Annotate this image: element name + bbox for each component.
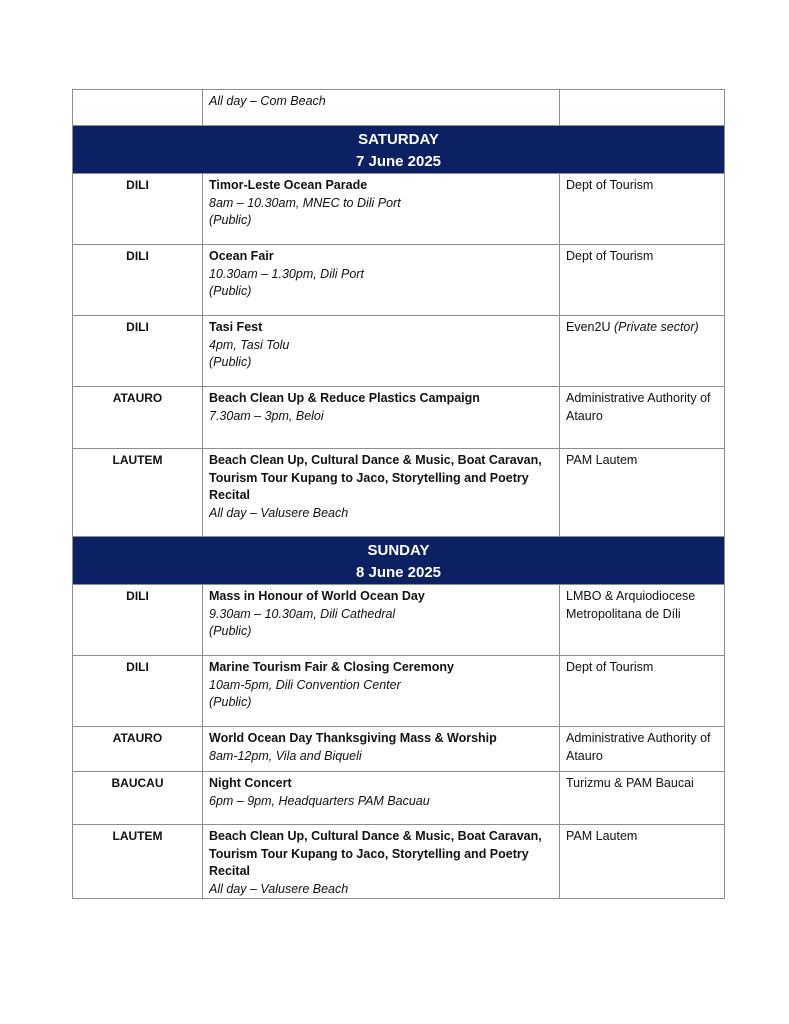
- organizer-cell: [560, 825, 725, 899]
- event-detail: (Public): [209, 355, 252, 369]
- event-detail: All day – Valusere Beach: [209, 881, 349, 896]
- table-row: [73, 174, 725, 245]
- event-cell: [203, 174, 560, 245]
- day-weekday: SATURDAY: [358, 131, 439, 148]
- location-cell: BAUCAU: [73, 772, 203, 825]
- event-detail: (Public): [209, 213, 252, 227]
- event-cell: [203, 245, 560, 316]
- event-title: Ocean Fair: [209, 249, 274, 263]
- organizer-name: PAM Lautem: [566, 453, 638, 467]
- event-cell: [203, 387, 560, 449]
- event-detail: 10.30am – 1.30pm, Dili Port: [209, 266, 364, 281]
- organizer-name: Administrative Authority of Atauro: [566, 391, 711, 423]
- table-row: [73, 656, 725, 727]
- day-date: 7 June 2025: [355, 153, 442, 170]
- organizer-name: Turizmu & PAM Baucai: [566, 776, 694, 790]
- location-cell: LAUTEM: [73, 825, 203, 899]
- event-detail: 7.30am – 3pm, Beloi: [209, 408, 324, 423]
- organizer-cell: [560, 449, 725, 537]
- organizer-name: Dept of Tourism: [566, 249, 654, 263]
- event-title: Marine Tourism Fair & Closing Ceremony: [209, 660, 454, 674]
- event-detail: 8am – 10.30am, MNEC to Dili Port: [209, 195, 401, 210]
- location-cell: DILI: [73, 585, 203, 656]
- event-title: Beach Clean Up & Reduce Plastics Campaign: [209, 391, 480, 405]
- table-row: [73, 727, 725, 772]
- table-row: [73, 449, 725, 537]
- organizer-name: Administrative Authority of Atauro: [566, 731, 711, 763]
- event-schedule-table: [72, 89, 725, 899]
- organizer-cell: [560, 772, 725, 825]
- event-title: Beach Clean Up, Cultural Dance & Music, Boat Caravan, Tourism Tour Kupang to Jaco, Storytelling and Poetry Recital: [209, 453, 542, 502]
- event-cell: [203, 656, 560, 727]
- day-header-row: [73, 126, 725, 174]
- event-title: Mass in Honour of World Ocean Day: [209, 589, 425, 603]
- location-cell: ATAURO: [73, 727, 203, 772]
- location-cell: LAUTEM: [73, 449, 203, 537]
- table-row: [73, 90, 725, 126]
- event-title: Timor-Leste Ocean Parade: [209, 178, 368, 192]
- day-weekday: SUNDAY: [367, 542, 430, 559]
- event-detail: 4pm, Tasi Tolu: [209, 337, 290, 352]
- event-cell: [203, 585, 560, 656]
- event-cell: [203, 825, 560, 899]
- location-cell: DILI: [73, 245, 203, 316]
- event-detail: All day – Valusere Beach: [209, 505, 349, 520]
- event-cell: [203, 90, 560, 126]
- event-title: Beach Clean Up, Cultural Dance & Music, Boat Caravan, Tourism Tour Kupang to Jaco, Storytelling and Poetry Recital: [209, 829, 542, 878]
- table-row: [73, 585, 725, 656]
- event-detail: All day – Com Beach: [209, 94, 326, 108]
- day-header-cell: [73, 126, 725, 174]
- day-header-cell: [73, 537, 725, 585]
- organizer-name: Dept of Tourism: [566, 178, 654, 192]
- event-detail: 10am-5pm, Dili Convention Center: [209, 677, 401, 692]
- event-title: Night Concert: [209, 776, 292, 790]
- event-detail: 6pm – 9pm, Headquarters PAM Bacuau: [209, 793, 430, 808]
- location-cell: DILI: [73, 174, 203, 245]
- location-cell: ATAURO: [73, 387, 203, 449]
- organizer-cell: [560, 727, 725, 772]
- organizer-name: PAM Lautem: [566, 829, 638, 843]
- event-cell: [203, 772, 560, 825]
- table-row: [73, 316, 725, 387]
- event-title: Tasi Fest: [209, 320, 263, 334]
- organizer-name: Even2U: [566, 320, 614, 334]
- event-detail: (Public): [209, 624, 252, 638]
- event-title: World Ocean Day Thanksgiving Mass & Worship: [209, 731, 497, 745]
- organizer-cell: [560, 387, 725, 449]
- organizer-cell: [560, 245, 725, 316]
- location-cell: [73, 90, 203, 126]
- organizer-name: Dept of Tourism: [566, 660, 654, 674]
- schedule-body: [73, 90, 725, 899]
- event-cell: [203, 449, 560, 537]
- organizer-cell: [560, 90, 725, 126]
- table-row: [73, 387, 725, 449]
- event-cell: [203, 316, 560, 387]
- event-detail: 9.30am – 10.30am, Dili Cathedral: [209, 606, 396, 621]
- event-detail: (Public): [209, 284, 252, 298]
- organizer-cell: [560, 316, 725, 387]
- organizer-cell: [560, 174, 725, 245]
- location-cell: DILI: [73, 656, 203, 727]
- organizer-cell: [560, 585, 725, 656]
- event-cell: [203, 727, 560, 772]
- location-cell: DILI: [73, 316, 203, 387]
- event-detail: (Public): [209, 695, 252, 709]
- organizer-cell: [560, 656, 725, 727]
- table-row: [73, 245, 725, 316]
- day-header-row: [73, 537, 725, 585]
- organizer-name: LMBO & Arquiodiocese Metropolitana de Díli: [566, 589, 696, 621]
- event-detail: 8am-12pm, Vila and Biqueli: [209, 748, 362, 763]
- table-row: [73, 825, 725, 899]
- organizer-note: (Private sector): [613, 320, 699, 334]
- day-date: 8 June 2025: [355, 564, 442, 581]
- table-row: [73, 772, 725, 825]
